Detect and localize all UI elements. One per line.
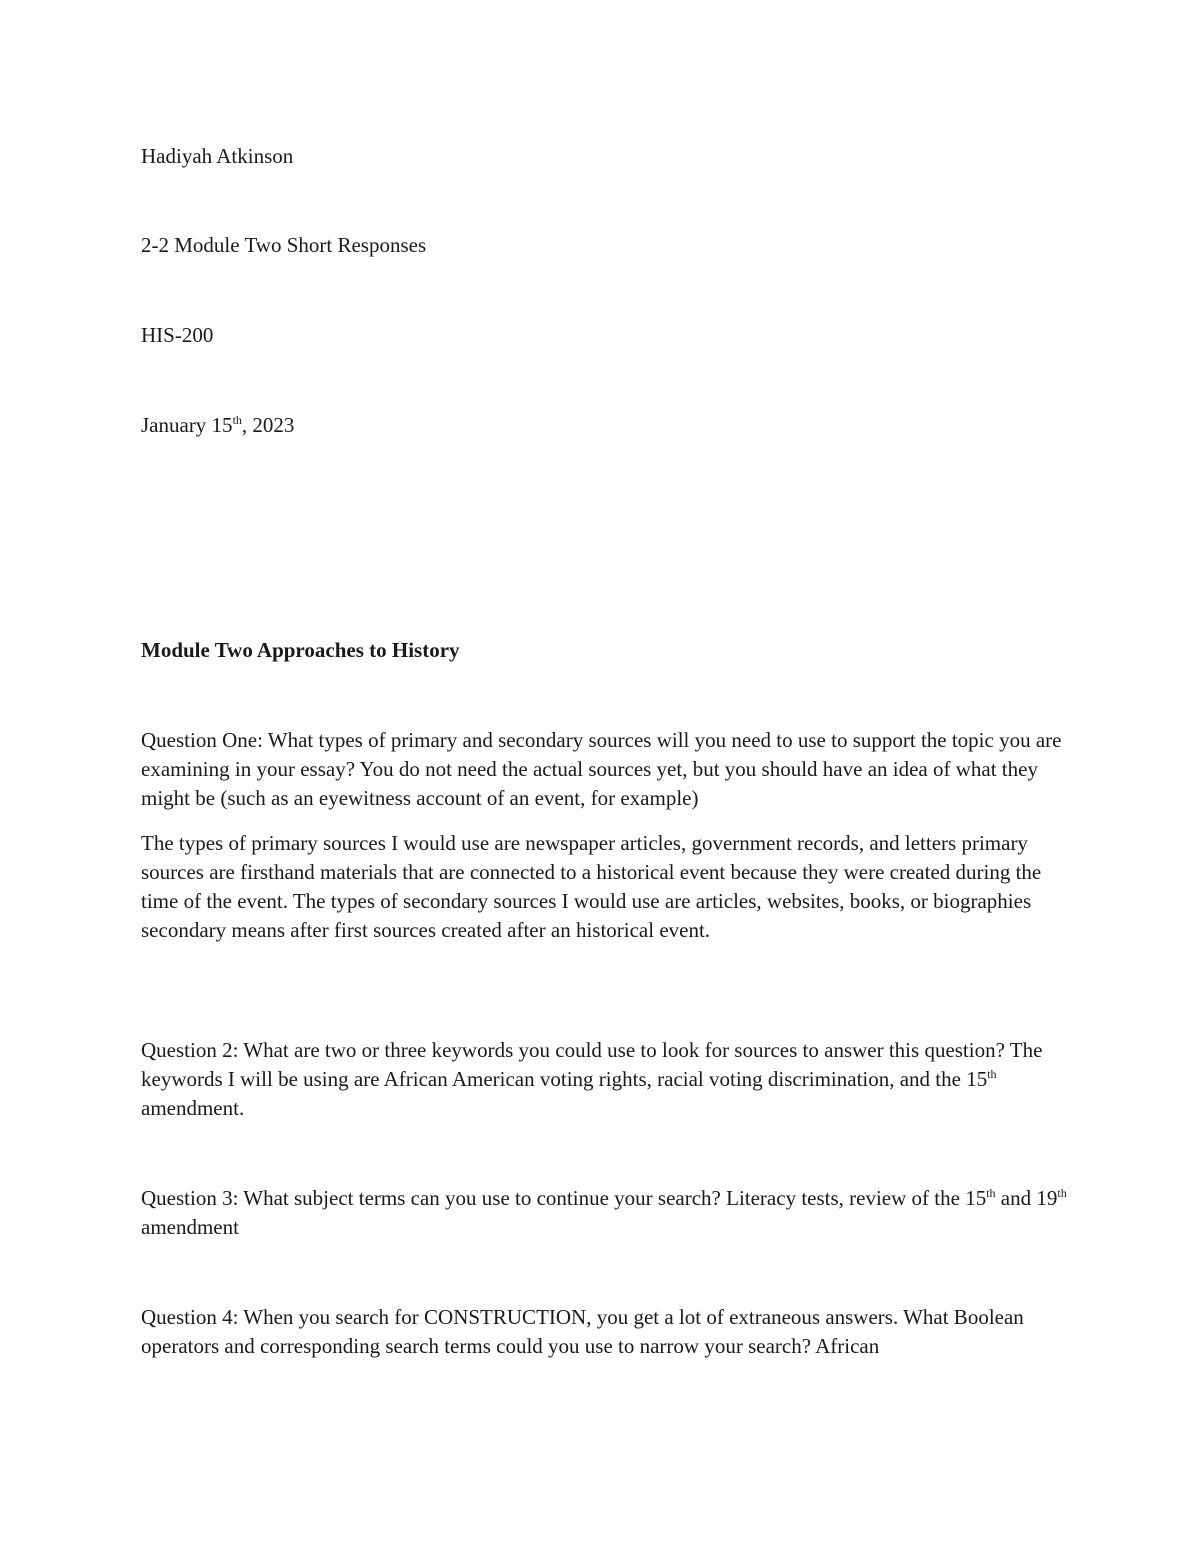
- question-three-text-mid: and 19: [995, 1186, 1058, 1210]
- ordinal-suffix: th: [986, 1186, 996, 1200]
- date-ordinal-suffix: th: [232, 413, 242, 427]
- question-two-text: Question 2: What are two or three keywords you could use to look for sources to answer this question? The keywords I will be using are African American voting rights, racial voting discrimination, and the 15: [141, 1038, 1043, 1091]
- question-three-text: Question 3: What subject terms can you use to continue your search? Literacy tests, review of the 15: [141, 1186, 987, 1210]
- ordinal-suffix: th: [987, 1067, 997, 1081]
- ordinal-suffix: th: [1057, 1186, 1067, 1200]
- date-month-day: January 15: [141, 413, 233, 437]
- date-line: [141, 411, 294, 439]
- section-title: Module Two Approaches to History: [141, 638, 460, 662]
- date-year: , 2023: [241, 413, 295, 437]
- answer-one: The types of primary sources I would use are newspaper articles, government records, and letters primary sources are firsthand materials that are connected to a historical event because they were created during the time of the event. The types of secondary sources I would use are articles, websites, books, or biographies secondary means after first sources created after an historical event.: [141, 831, 1042, 942]
- question-three-text-end: amendment: [141, 1215, 239, 1239]
- author-name: Hadiyah Atkinson: [141, 144, 294, 168]
- question-four: Question 4: When you search for CONSTRUCTION, you get a lot of extraneous answers. What Boolean operators and corresponding search terms could you use to narrow your search? African: [141, 1305, 1024, 1358]
- question-one: Question One: What types of primary and secondary sources will you need to use to support the topic you are examining in your essay? You do not need the actual sources yet, but you should have an idea of what they might be (such as an eyewitness account of an event, for example): [141, 728, 1062, 810]
- question-two: [141, 1036, 1071, 1123]
- course-code: HIS-200: [141, 323, 214, 347]
- assignment-title: 2-2 Module Two Short Responses: [141, 233, 427, 257]
- question-two-text-end: amendment.: [141, 1096, 245, 1120]
- question-three: [141, 1184, 1071, 1242]
